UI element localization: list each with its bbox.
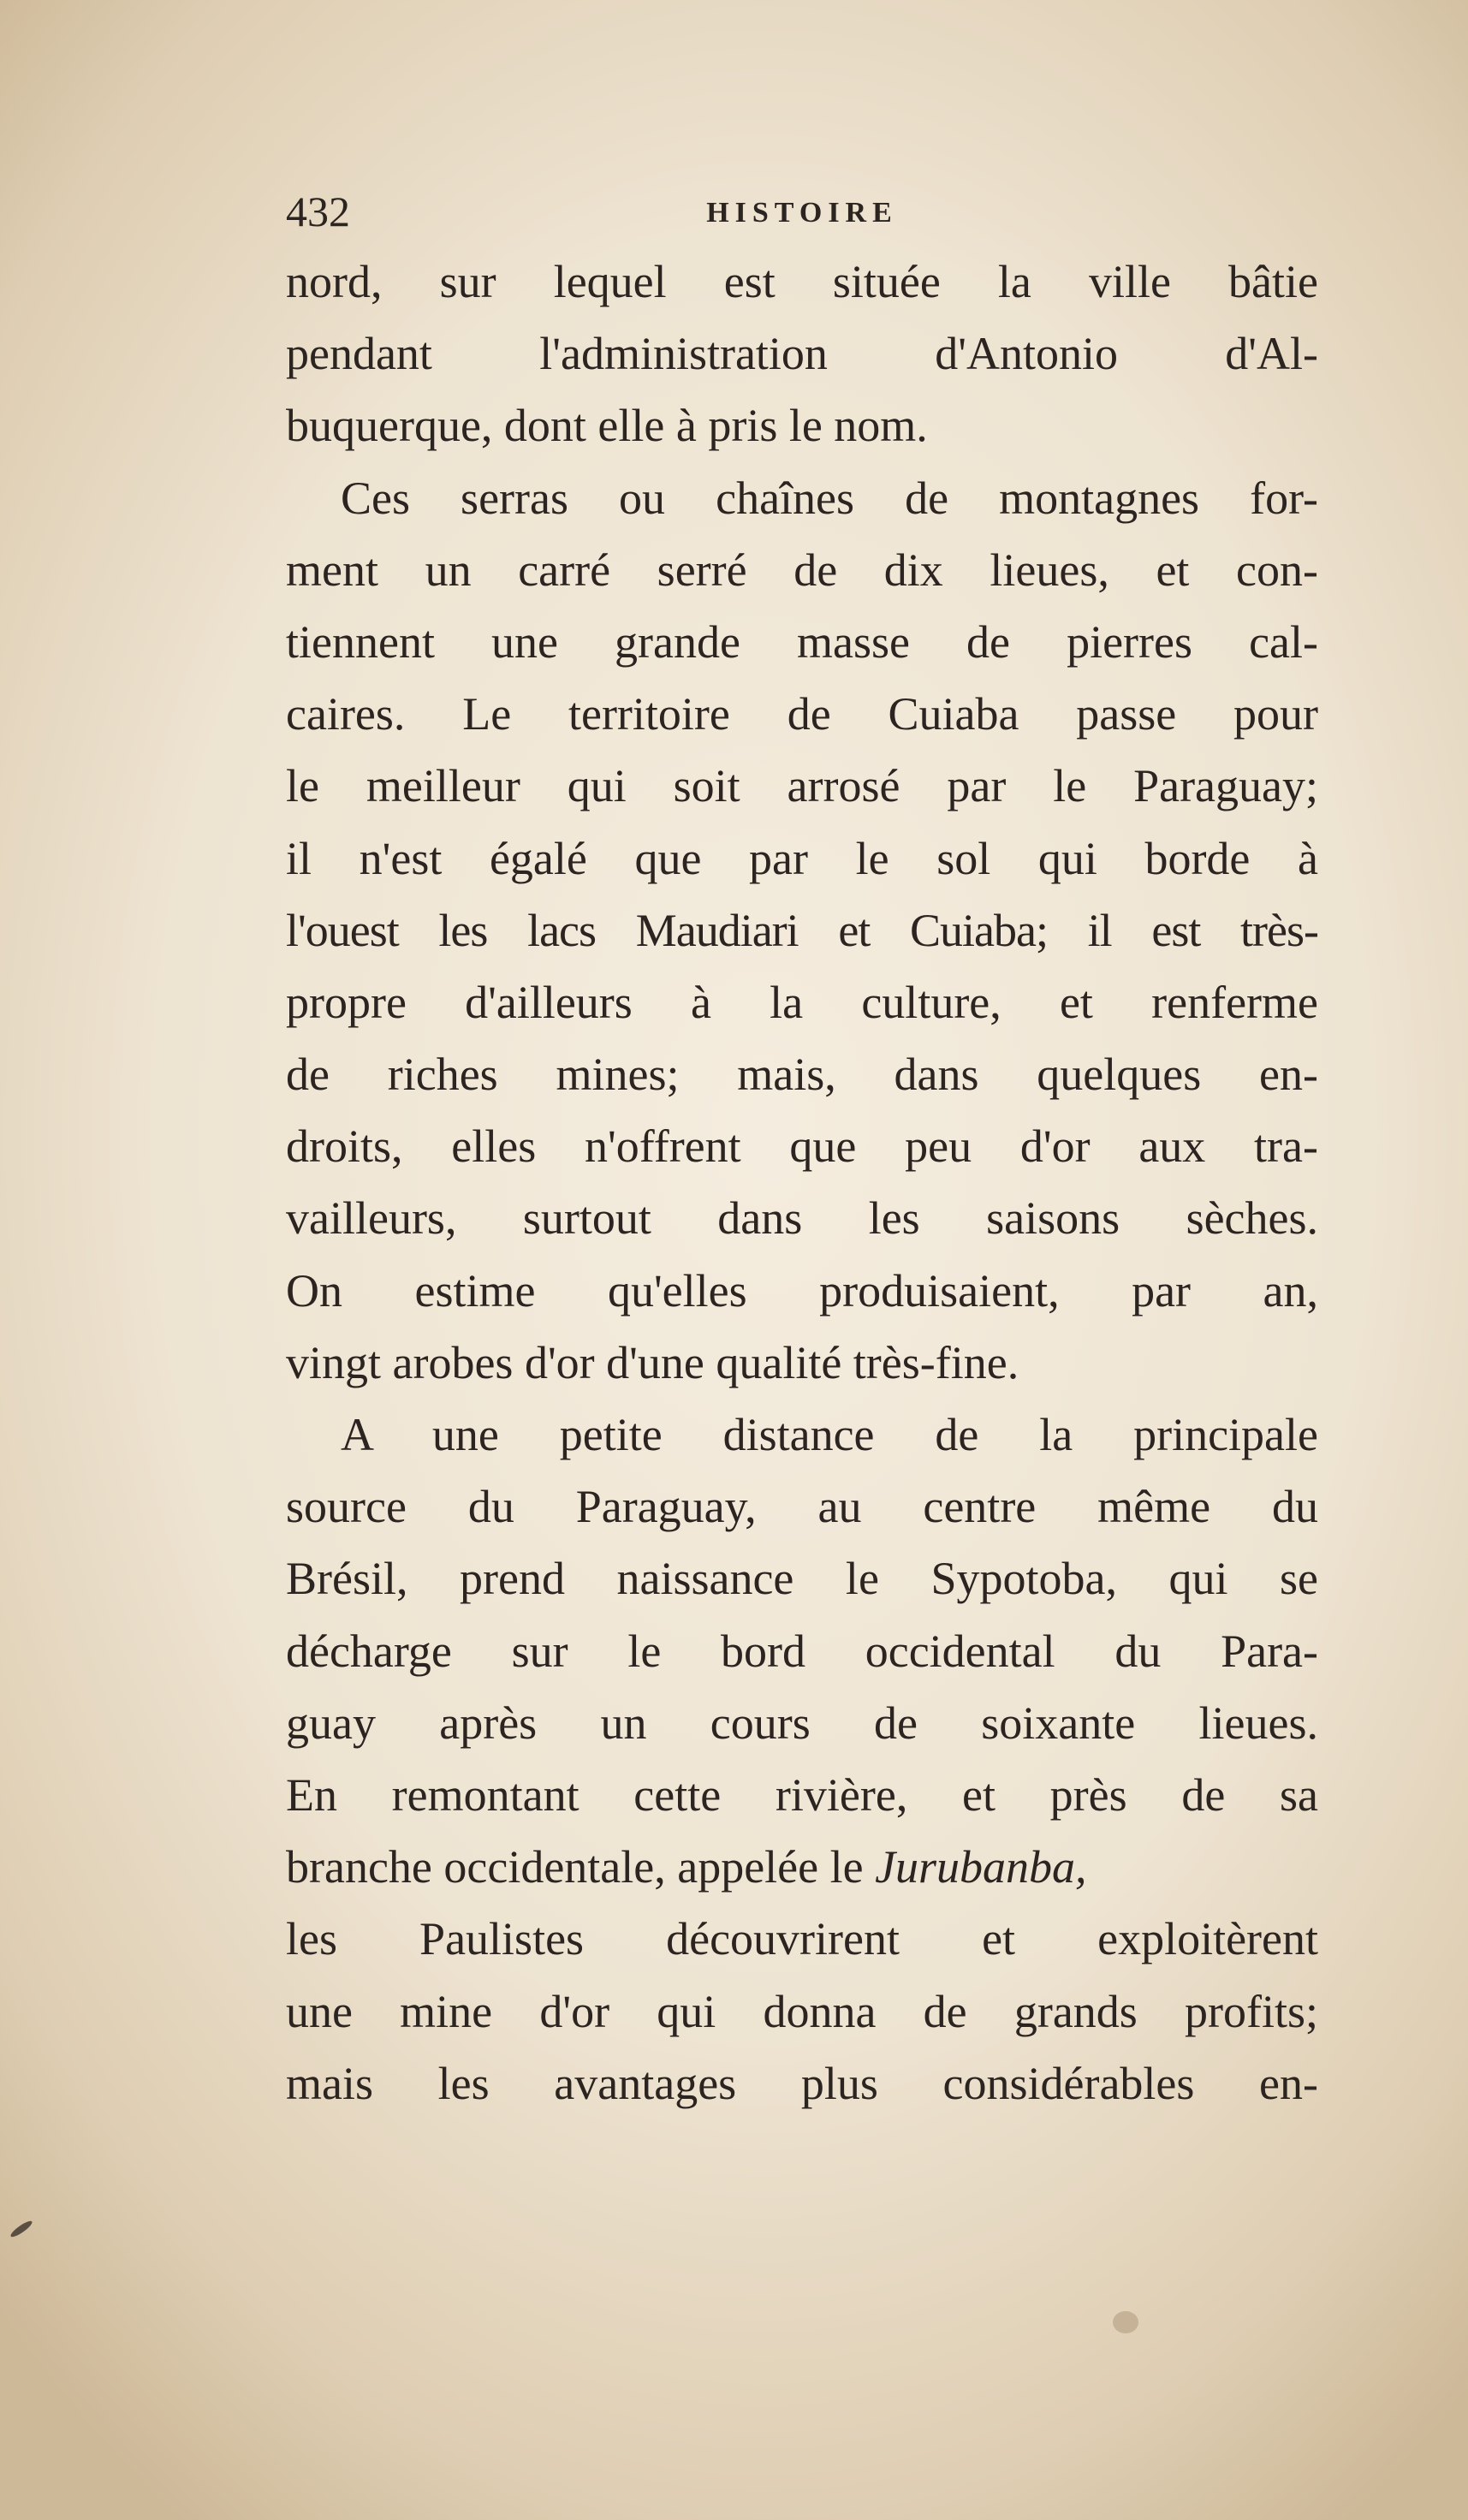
- text-line: tiennent une grande masse de pierres cal-: [286, 615, 1318, 668]
- text-line: l'ouest les lacs Maudiari et Cuiaba; il est très-: [286, 904, 1318, 956]
- text-line: décharge sur le bord occidental du Para-: [286, 1625, 1318, 1677]
- paper-stain: [9, 2219, 33, 2239]
- text-line: guay après un cours de soixante lieues.: [286, 1697, 1318, 1749]
- text-line: En remontant cette rivière, et près de sa: [286, 1768, 1318, 1821]
- text-segment: branche occidentale, appelée le: [286, 1841, 876, 1893]
- text-line: les Paulistes découvrirent et exploitèrent: [286, 1913, 1318, 1965]
- text-line: On estime qu'elles produisaient, par an,: [286, 1264, 1318, 1316]
- text-line: buquerque, dont elle à pris le nom.: [286, 400, 928, 452]
- text-line: une mine d'or qui donna de grands profits;: [286, 1985, 1318, 2037]
- text-line: vingt arobes d'or d'une qualité très-fine.: [286, 1336, 1019, 1388]
- text-line: le meilleur qui soit arrosé par le Paraguay;: [286, 760, 1318, 812]
- page-number: 432: [286, 187, 350, 235]
- text-line: droits, elles n'offrent que peu d'or aux tra-: [286, 1120, 1318, 1173]
- text-line: propre d'ailleurs à la culture, et renferme: [286, 976, 1318, 1028]
- text-line: nord, sur lequel est située la ville bâtie: [286, 256, 1318, 307]
- text-line: [286, 1831, 1318, 1903]
- text-line: source du Paraguay, au centre même du: [286, 1481, 1318, 1533]
- body-text: [286, 246, 1318, 2119]
- text-line: caires. Le territoire de Cuiaba passe pour: [286, 688, 1318, 740]
- text-line: vailleurs, surtout dans les saisons sèches.: [286, 1192, 1318, 1245]
- text-line: de riches mines; mais, dans quelques en-: [286, 1049, 1318, 1101]
- text-line: ment un carré serré de dix lieues, et con-: [286, 544, 1318, 596]
- paper-stain: [1113, 2311, 1138, 2333]
- text-line: Brésil, prend naissance le Sypotoba, qui se: [286, 1553, 1318, 1605]
- running-title: HISTOIRE: [706, 197, 898, 229]
- text-line: mais les avantages plus considérables en-: [286, 2057, 1318, 2109]
- text-line: Ces serras ou chaînes de montagnes for-: [341, 472, 1318, 524]
- text-line: il n'est égalé que par le sol qui borde à: [286, 832, 1318, 884]
- text-line: pendant l'administration d'Antonio d'Al-: [286, 328, 1318, 380]
- text-line: A une petite distance de la principale: [341, 1409, 1318, 1460]
- page-header: [286, 187, 1318, 235]
- italic-name: Jurubanba,: [875, 1841, 1087, 1893]
